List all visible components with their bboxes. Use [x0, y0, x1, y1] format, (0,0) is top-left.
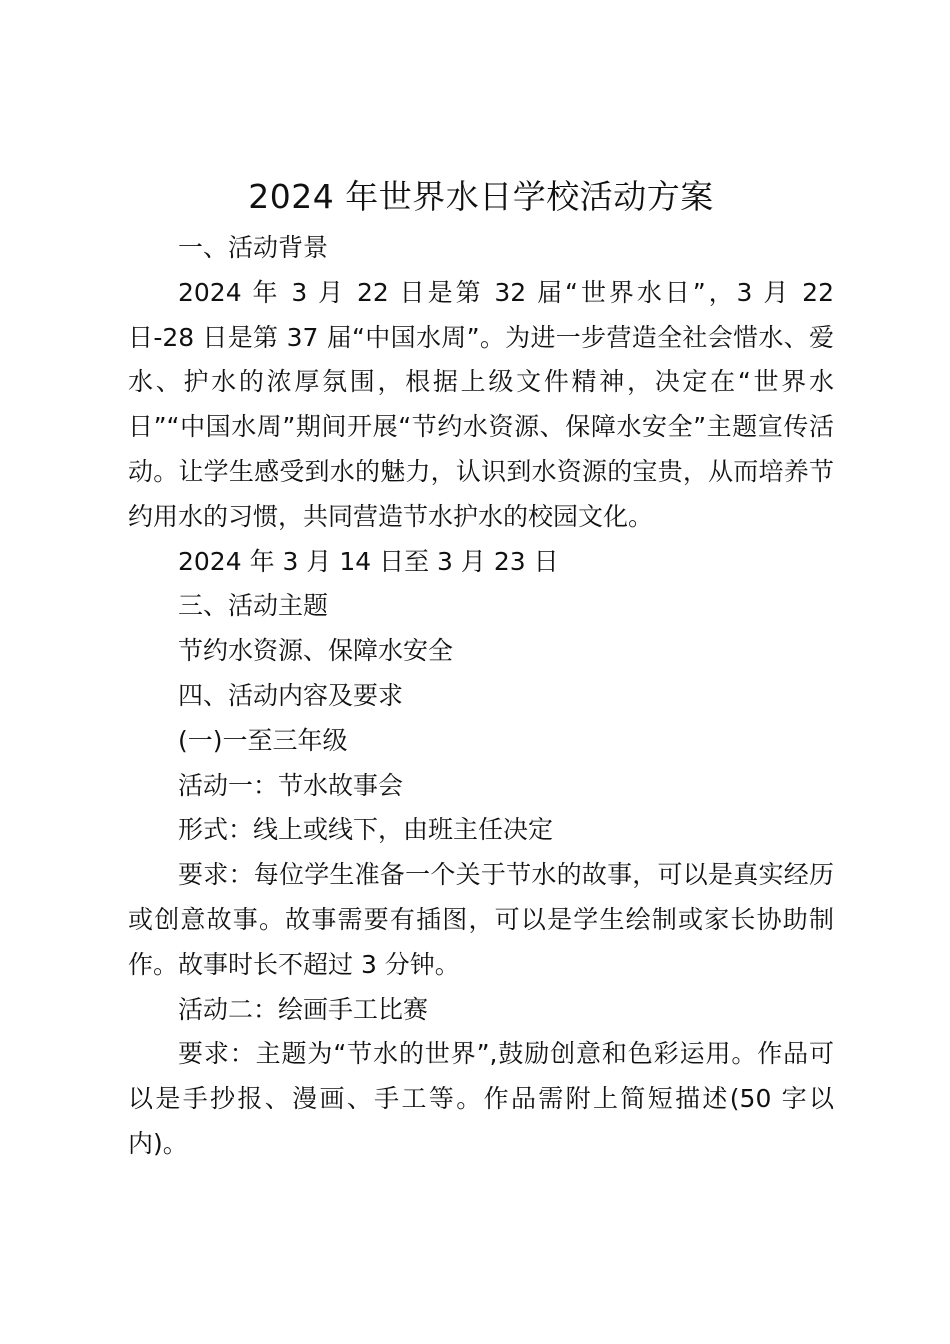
theme-paragraph: 节约水资源、保障水安全	[178, 636, 454, 666]
subsection-heading-grades-1-3: (一)一至三年级	[178, 725, 348, 755]
background-paragraph: 2024 年 3 月 22 日是第 32 届“世界水日”，3 月 22 日-28 日是第 37 届“中国水周”。为进一步营造全社会惜水、爱水、护水的浓厚氛围，根据上级文件精神，决定在“世界水日”“中国水周”期间开展“节约水资源、保障水安全”主题宣传活动。让学生感受到水的魅力，认识到水资源的宝贵，从而培养节约用水的习惯，共同营造节水护水的校园文化。	[128, 277, 834, 531]
section-heading-content: 四、活动内容及要求	[178, 680, 404, 710]
activity-two-heading: 活动二：绘画手工比赛	[178, 994, 429, 1024]
section-heading-theme: 三、活动主题	[178, 591, 329, 621]
activity-one-requirements: 要求：每位学生准备一个关于节水的故事，可以是真实经历或创意故事。故事需要有插图，可以是学生绘制或家长协助制作。故事时长不超过 3 分钟。	[128, 860, 834, 979]
activity-two-requirements: 要求：主题为“节水的世界”,鼓励创意和色彩运用。作品可以是手抄报、漫画、手工等。作品需附上简短描述(50 字以内)。	[128, 1039, 834, 1158]
activity-one-format: 形式：线上或线下，由班主任决定	[178, 815, 554, 845]
section-heading-background: 一、活动背景	[178, 233, 329, 262]
activity-date-paragraph: 2024 年 3 月 14 日至 3 月 23 日	[178, 546, 559, 576]
document-title: 2024 年世界水日学校活动方案	[248, 177, 714, 216]
document-page	[128, 172, 834, 1167]
activity-one-heading: 活动一：节水故事会	[178, 770, 404, 800]
